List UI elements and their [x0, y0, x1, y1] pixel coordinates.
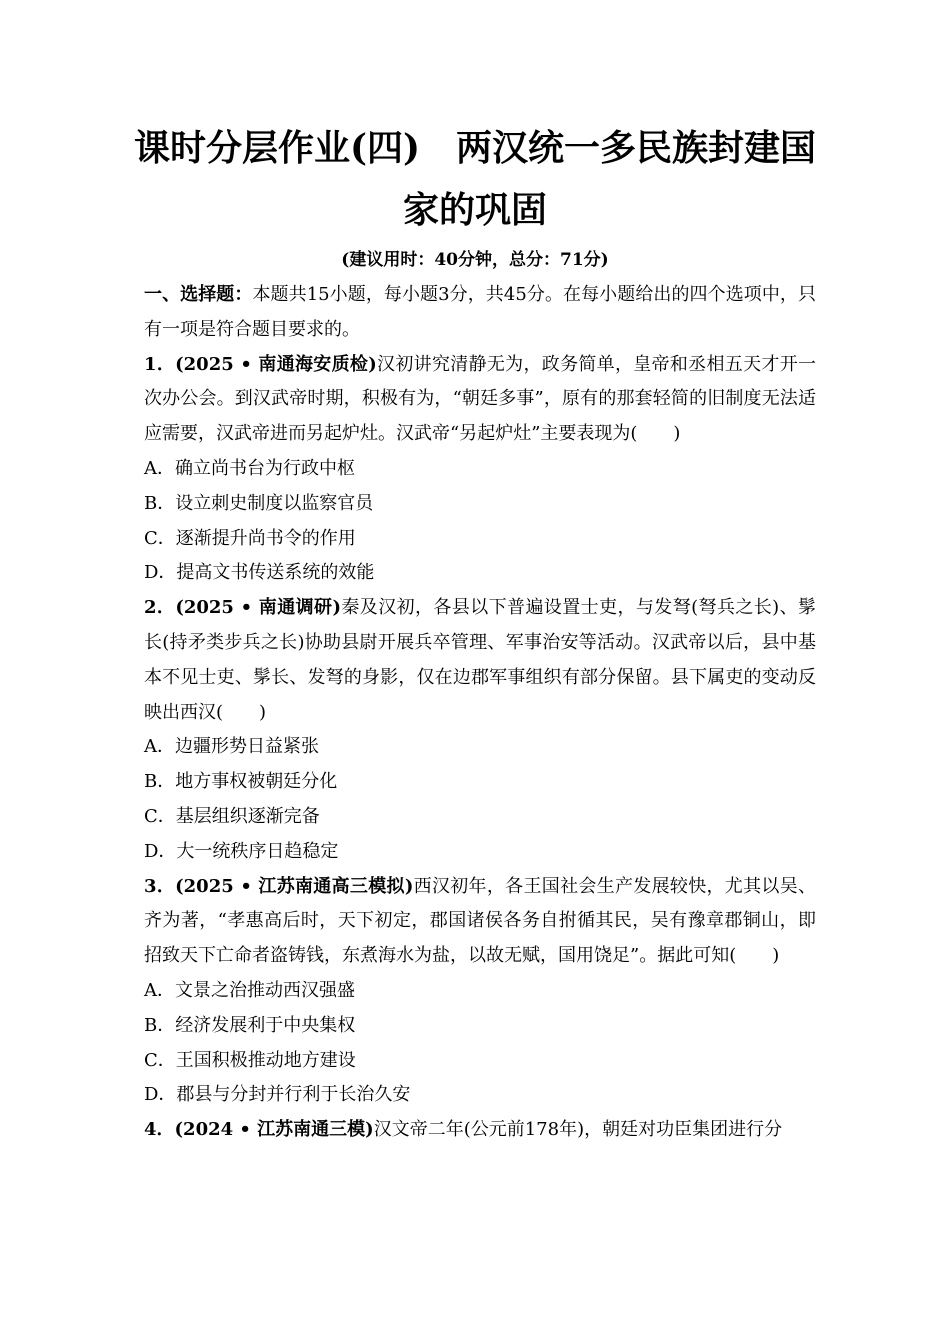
page-title-line-2: 家的巩固: [402, 189, 547, 231]
option-d: D．大一统秩序日趋稳定: [144, 840, 339, 862]
option-d: D．郡县与分封并行利于长治久安: [144, 1084, 411, 1106]
option-b: B．设立刺史制度以监察官员: [144, 492, 374, 514]
option-b: B．地方事权被朝廷分化: [144, 771, 338, 793]
question-4: [144, 1113, 816, 1148]
option-a: A．边疆形势日益紧张: [144, 736, 319, 758]
question-stem: [144, 348, 816, 452]
question-3: [144, 870, 816, 1114]
option-c: C．王国积极推动地方建设: [144, 1049, 356, 1071]
question-2: [144, 591, 816, 869]
question-number: 4．: [144, 1119, 175, 1141]
document-body: [144, 278, 816, 1148]
question-text: 西汉初年，各王国社会生产发展较快，尤其以吴、齐为著，“孝惠高后时，天下初定，郡国诸侯各务自拊循其民，吴有豫章郡铜山，即招致天下亡命者盗铸钱，东煮海水为盐，以故无赋，国用饶足”。据此可知( ): [144, 875, 817, 967]
section-instruction-text: 本题共15小题，每小题3分，共45分。在每小题给出的四个选项中，只有一项是符合题目要求的。: [144, 284, 817, 340]
option-d: D．提高文书传送系统的效能: [144, 562, 375, 584]
question-source: (2025 • 南通海安质检): [175, 353, 377, 375]
section-instructions: [144, 278, 816, 348]
question-stem: [144, 1113, 816, 1148]
page-title-line-1: 课时分层作业(四) 两汉统一多民族封建国: [133, 127, 817, 169]
section-heading: 一、选择题：: [144, 284, 253, 305]
question-stem: [144, 591, 816, 730]
question-text: 汉文帝二年(公元前178年)，朝廷对功臣集团进行分: [373, 1119, 783, 1141]
question-text: 秦及汉初，各县以下普遍设置士吏，与发弩(弩兵之长)、髳长(持矛类步兵之长)协助县尉开展兵卒管理、军事治安等活动。汉武帝以后，县中基本不见士吏、髳长、发弩的身影，仅在边郡军事组织有部分保留。县下属吏的变动反映出西汉( ): [144, 597, 817, 723]
question-number: 3．: [144, 875, 176, 897]
option-c: C．基层组织逐渐完备: [144, 805, 320, 827]
question-source: (2024 • 江苏南通三模): [174, 1119, 374, 1141]
question-source: (2025 • 南通调研): [175, 597, 341, 619]
question-number: 2．: [144, 597, 176, 619]
option-a: A．文景之治推动西汉强盛: [144, 979, 355, 1001]
question-1: [144, 348, 816, 592]
option-a: A．确立尚书台为行政中枢: [144, 457, 355, 479]
question-number: 1．: [144, 353, 176, 375]
time-and-score-note: (建议用时：40分钟，总分：71分): [341, 250, 609, 270]
option-c: C．逐渐提升尚书令的作用: [144, 527, 356, 549]
question-source: (2025 • 江苏南通高三模拟): [175, 875, 414, 897]
question-text: 汉初讲究清静无为，政务简单，皇帝和丞相五天才开一次办公会。到汉武帝时期，积极有为，“朝廷多事”，原有的那套轻简的旧制度无法适应需要，汉武帝进而另起炉灶。汉武帝“另起炉灶”主要表现为( ): [144, 353, 817, 445]
option-b: B．经济发展利于中央集权: [144, 1014, 356, 1036]
question-stem: [144, 870, 816, 974]
